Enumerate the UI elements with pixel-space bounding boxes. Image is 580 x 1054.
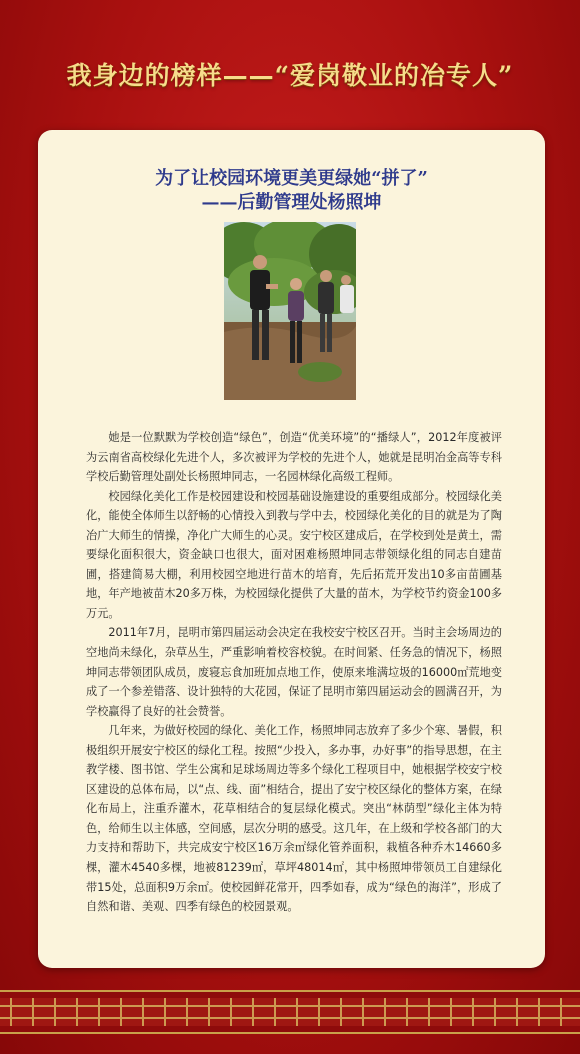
orchard-photo-illustration xyxy=(224,222,356,400)
paragraph: 她是一位默默为学校创造“绿色”，创造“优美环境”的“播绿人”，2012年度被评为云南省高校绿化先进个人，多次被评为学校的先进个人，她就是昆明冶金高等专科学校后勤管理处副处长杨照坤同志，一名园林绿化高级工程师。 xyxy=(86,431,502,484)
decorative-border xyxy=(0,990,580,1034)
article-body xyxy=(86,428,502,917)
paragraph: 几年来，为做好校园的绿化、美化工作，杨照坤同志放弃了多少个寒、暑假，积极组织开展安宁校区的绿化工程。按照“少投入，多办事，办好事”的指导思想，在主教学楼、图书馆、学生公寓和足球场周边等多个绿化工程项目中，她根据学校安宁校区建设的总体布局，以“点、线、面”相结合，提出了安宁校区绿化的整体方案，在绿化布局上，注重乔灌木，花草相结合的复层绿化模式。突出“林荫型”绿化主体为特色，给师生以主体感，空间感，层次分明的感受。这几年，在上级和学校各部门的大力支持和帮助下，共完成安宁校区16万余㎡绿化管养面积，栽植各种乔木14660多棵，灌木4540多棵，地被81239㎡，草坪48014㎡，其中杨照坤带领员工自建绿化带15处，总面积9万余㎡。使校园鲜花常开，四季如春，成为“绿色的海洋”，形成了自然和谐、美观、四季有绿色的校园景观。 xyxy=(86,724,502,914)
paragraph: 2011年7月，昆明市第四届运动会决定在我校安宁校区召开。当时主会场周边的空地尚未绿化，杂草丛生，严重影响着校容校貌。在时间紧、任务急的情况下，杨照坤同志带领团队成员，废寝忘食加班加点地工作，使原来堆满垃圾的16000㎡荒地变成了一个参差错落、设计独特的大花园，保证了昆明市第四届运动会的圆满召开，为学校赢得了良好的社会赞誉。 xyxy=(86,626,502,718)
article-title: 为了让校园环境更美更绿她“拼了” xyxy=(155,168,428,189)
fret-pattern xyxy=(0,998,580,1026)
article-panel xyxy=(38,130,545,968)
article-photo xyxy=(224,222,356,400)
banner-title: 我身边的榜样——“爱岗敬业的冶专人” xyxy=(66,61,514,90)
paragraph: 校园绿化美化工作是校园建设和校园基础设施建设的重要组成部分。校园绿化美化，能使全体师生以舒畅的心情投入到教与学中去，校园绿化美化的目的就是为了陶冶广大师生的情操，净化广大师生的心灵。安宁校区建成后，在学校到处是黄土，需要绿化面积很大，资金缺口也很大，面对困难杨照坤同志带领绿化组的同志自建苗圃，搭建简易大棚，利用校园空地进行苗木的培育，先后拓荒开发出10多亩苗圃基地，年产地被苗木20多万株，为校园绿化提供了大量的苗木，为学校节约资金100多万元。 xyxy=(86,489,502,620)
article-subtitle: ——后勤管理处杨照坤 xyxy=(201,192,382,213)
